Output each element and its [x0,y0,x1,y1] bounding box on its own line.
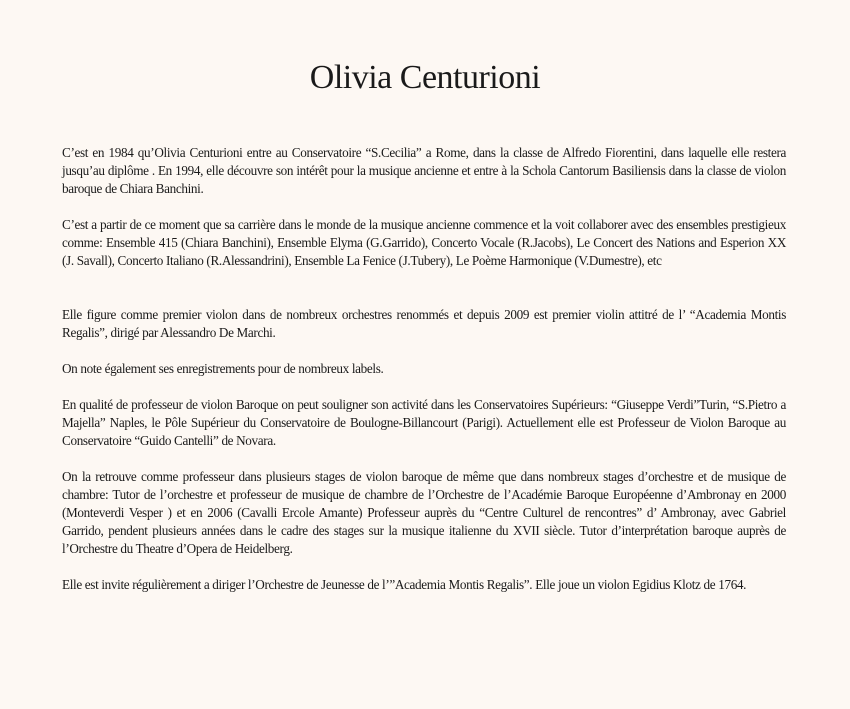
paragraph-early-training: C’est en 1984 qu’Olivia Centurioni entre au Conservatoire “S.Cecilia” a Rome, dans la classe de Alfredo Fiorentini, dans laquelle elle restera jusqu’au diplôme . En 1994, elle découvre son intérêt pour la musique ancienne et entre à la Schola Cantorum Basiliensis dans la classe de violon baroque de Chiara Banchini. [62,145,786,196]
paragraph-teaching: En qualité de professeur de violon Baroque on peut souligner son activité dans les Conservatoires Supérieurs: “Giuseppe Verdi”Turin, “S.Pietro a Majella” Naples, le Pôle Supérieur du Conservatoire de Boulogne-Billancourt (Parigi). Actuellement elle est Professeur de Violon Baroque au Conservatoire “Guido Cantelli” de Novara. [62,397,786,448]
paragraph-masterclasses: On la retrouve comme professeur dans plusieurs stages de violon baroque de même que dans nombreux stages d’orchestre et de musique de chambre: Tutor de l’orchestre et professeur de musique de chambre de l’Orchestre de l’Académie Baroque Européenne d’Ambronay en 2000 (Monteverdi Vesper ) et en 2006 (Cavalli Ercole Amante) Professeur auprès du “Centre Culturel de rencontres” d’ Ambronay, avec Gabriel Garrido, pendent plusieurs années dans le cadre des stages sur la musique italienne du XVII siècle. Tutor d’interprétation baroque auprès de l’Orchestre du Theatre d’Opera de Heidelberg. [62,469,786,556]
page-title: Olivia Centurioni [309,59,541,96]
paragraph-recordings: On note également ses enregistrements pour de nombreux labels. [62,361,384,376]
biography-body [62,144,786,612]
paragraph-ensembles: C’est a partir de ce moment que sa carrière dans le monde de la musique ancienne commence et la voit collaborer avec des ensembles prestigieux comme: Ensemble 415 (Chiara Banchini), Ensemble Elyma (G.Garrido), Concerto Vocale (R.Jacobs), Le Concert des Nations and Esperion XX (J. Savall), Concerto Italiano (R.Alessandrini), Ensemble La Fenice (J.Tubery), Le Poème Harmonique (V.Dumestre), etc [62,217,786,268]
paragraph-conducting: Elle est invite régulièrement a diriger l’Orchestre de Jeunesse de l’”Academia Montis Regalis”. Elle joue un violon Egidius Klotz de 1764. [62,577,747,592]
paragraph-first-violin: Elle figure comme premier violon dans de nombreux orchestres renommés et depuis 2009 est premier violin attitré de l’ “Academia Montis Regalis”, dirigé par Alessandro De Marchi. [62,307,786,340]
